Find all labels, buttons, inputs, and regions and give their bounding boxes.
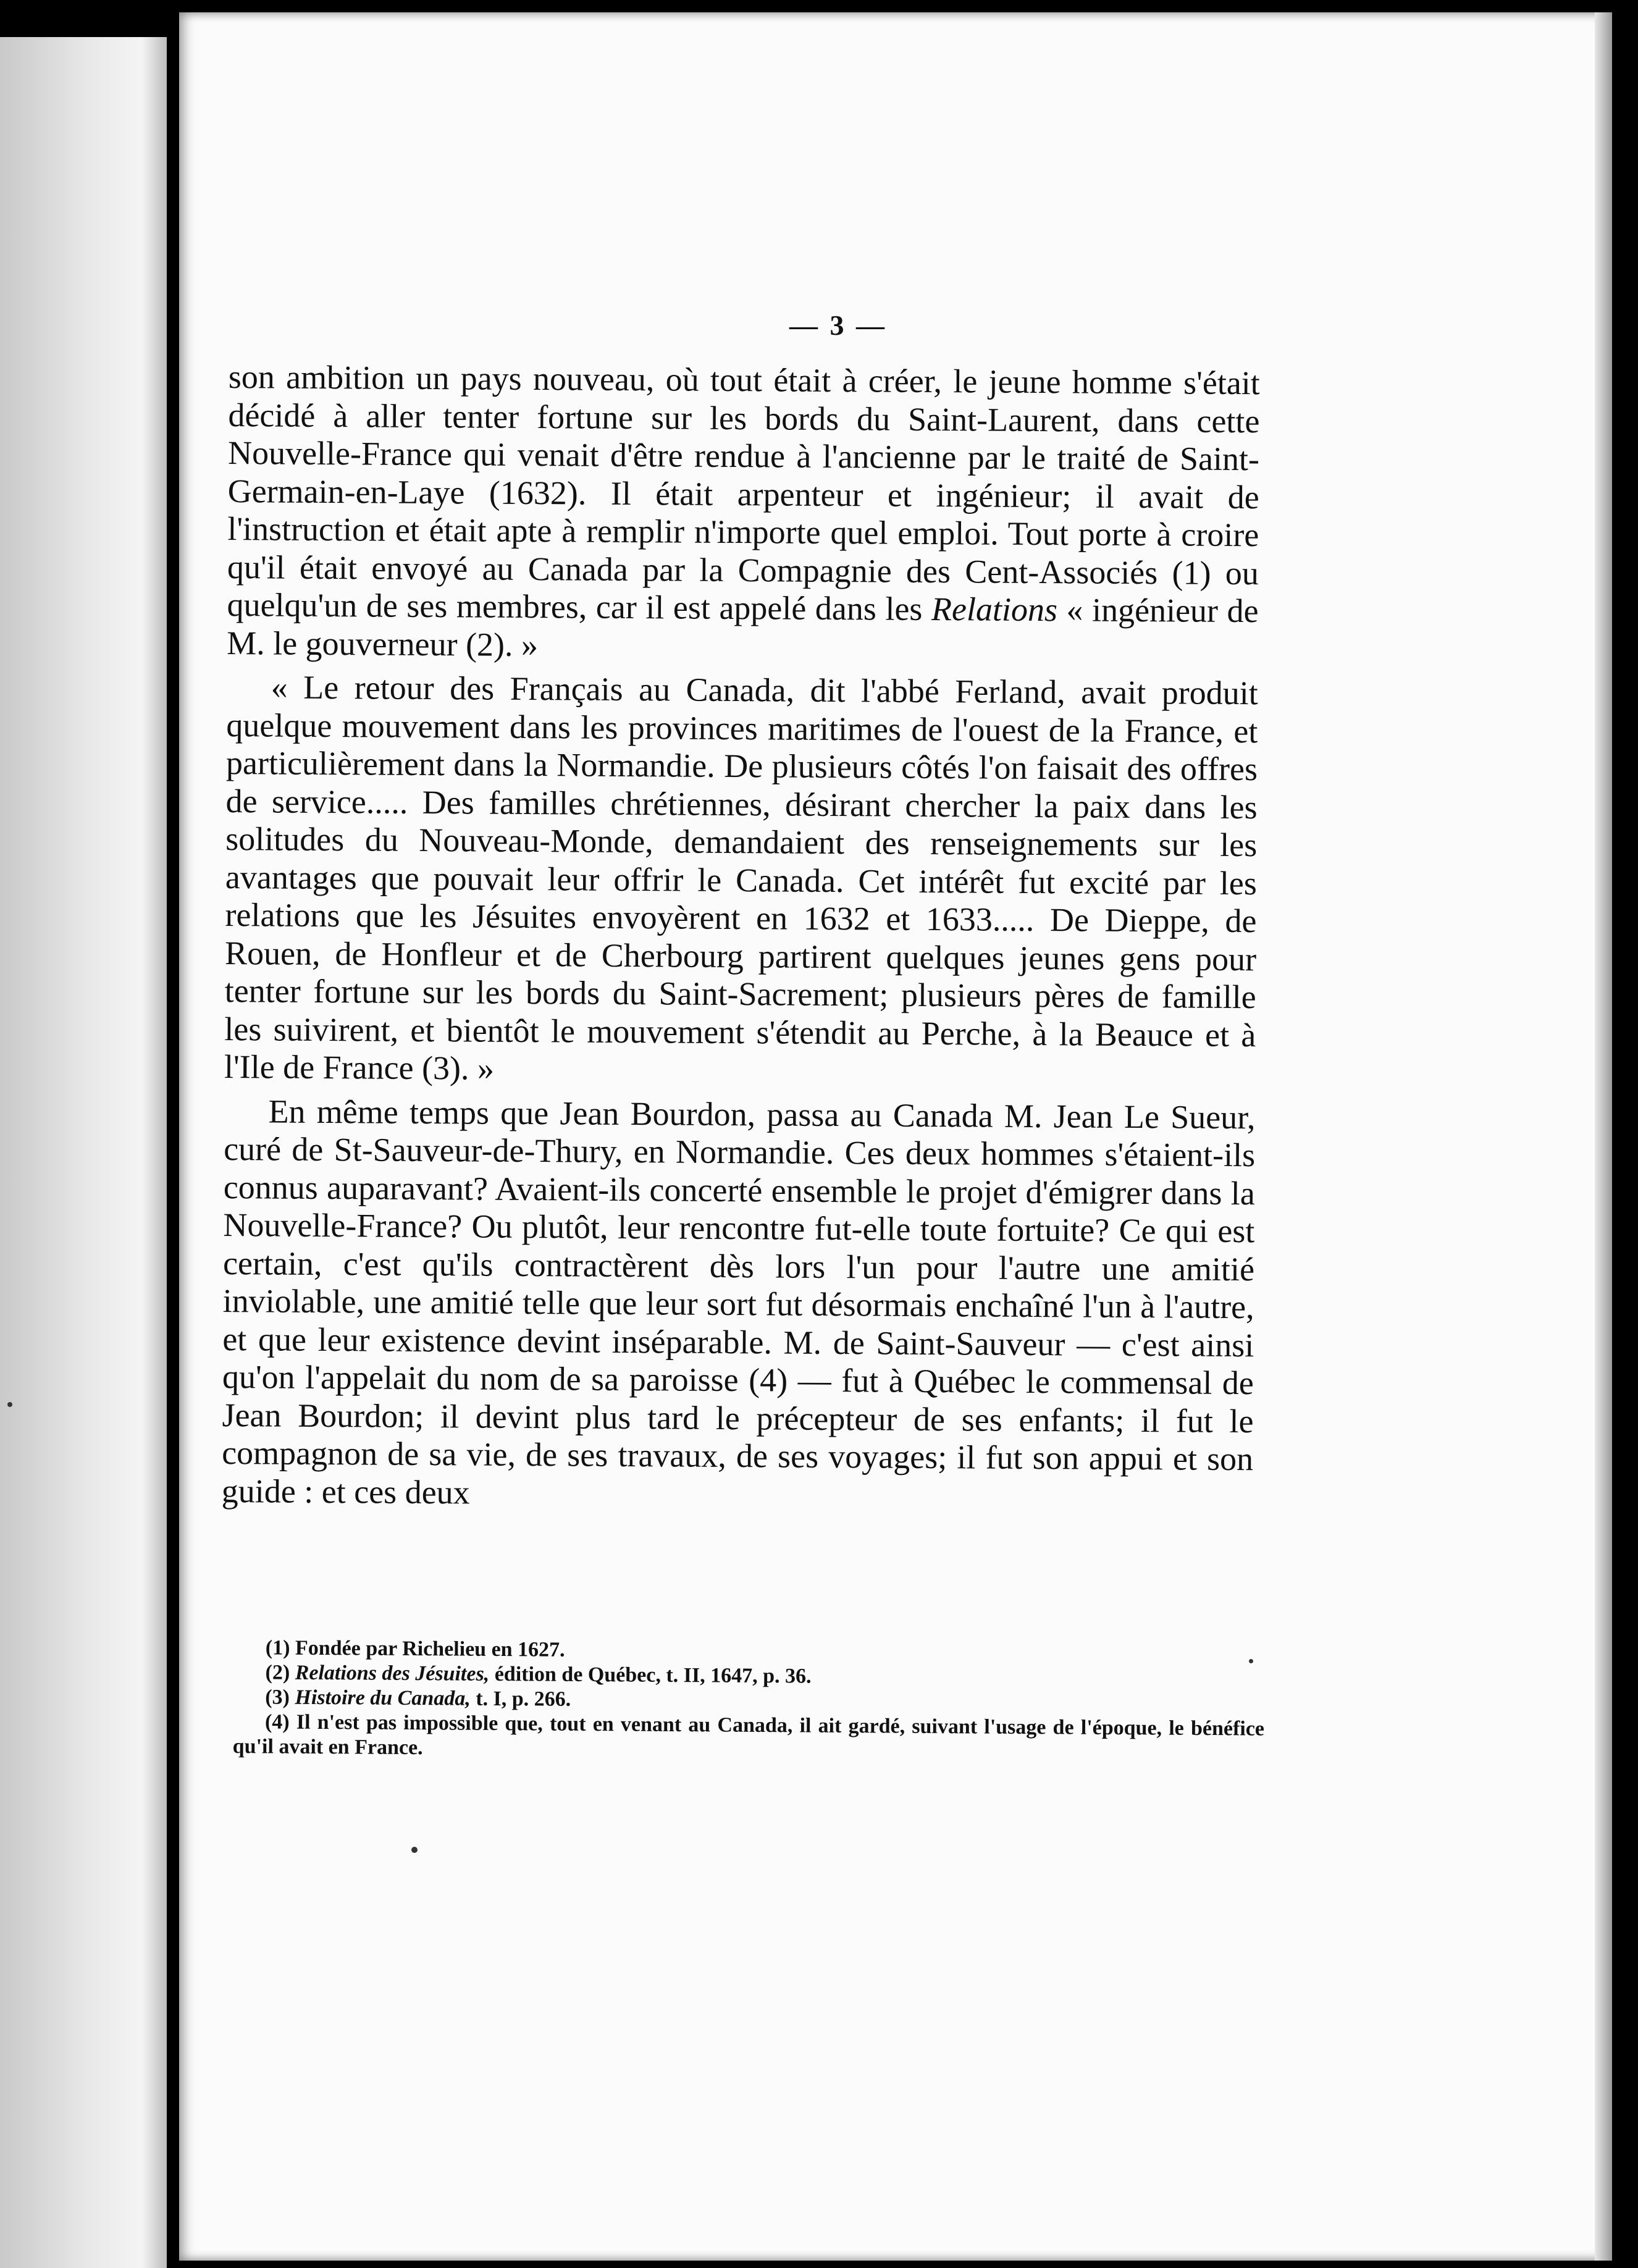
page-number: — 3 — [789, 309, 887, 341]
footnote-1: (1) Fondée par Richelieu en 1627. [265, 1636, 565, 1661]
ink-spot [411, 1847, 418, 1853]
paragraph-1 [227, 358, 1260, 668]
ink-spot [1249, 1659, 1253, 1663]
footnote-3-number: (3) [265, 1686, 290, 1709]
footnotes [233, 1636, 1265, 1766]
body-text [222, 358, 1260, 1522]
footnote-2-text: édition de Québec, t. II, 1647, p. 36. [494, 1662, 812, 1688]
page-right-edge [1595, 12, 1612, 2261]
paragraph-3: En même temps que Jean Bourdon, passa au Canada M. Jean Le Sueur, curé de St-Sauveur-de-Thury, en Normandie. Ces deux hommes s'étaient-ils connus auparavant? Avaient-ils concerté ensemble le projet d'émigrer dans la Nouvelle-France? Ou plutôt, leur rencontre fut-elle toute fortuite? Ce qui est certain, c'est qu'ils contractèrent dès lors l'un pour l'autre une amitié inviolable, une amitié telle que leur sort fut désormais enchaîné l'un à l'autre, et que leur existence devint inséparable. M. de Saint-Sauveur — c'est ainsi qu'on l'appelait du nom de sa paroisse (4) — fut à Québec le commensal de Jean Bourdon; il devint plus tard le précepteur de ses enfants; il fut le compagnon de sa vie, de ses travaux, de ses voyages; il fut son appui et son guide : et ces deux [221, 1092, 1256, 1511]
footnote-2-title: Relations des Jésuites, [295, 1661, 490, 1686]
footnote-3-title: Histoire du Canada, [295, 1686, 471, 1710]
paragraph-1-text: son ambition un pays nouveau, où tout était à créer, le jeune homme s'était décidé à aller tenter fortune sur les bords du Saint-Laurent, dans cette Nouvelle-France qui venait d'être rendue à l'ancienne par le traité de Saint-Germain-en-Laye (1632). Il était arpenteur et ingénieur; il avait de l'instruction et était apte à remplir n'importe quel emploi. Tout porte à croire qu'il était envoyé au Canada par la Compagnie des Cent-Associés (1) ou quelqu'un de ses membres, car il est appelé dans les [227, 358, 1260, 628]
paragraph-2: « Le retour des Français au Canada, dit l'abbé Ferland, avait produit quelque mouvement dans les provinces maritimes de l'ouest de la France, et particulièrement dans la Normandie. De plusieurs côtés l'on faisait des offres de service..... Des familles chrétiennes, désirant chercher la paix dans les solitudes du Nouveau-Monde, demandaient des renseignements sur les avantages que pouvait leur offrir le Canada. Cet intérêt fut excité par les relations que les Jésuites envoyèrent en 1632 et 1633..... De Dieppe, de Rouen, de Honfleur et de Cherbourg partirent quelques jeunes gens pour tenter fortune sur les bords du Saint-Sacrement; plusieurs pères de famille les suivirent, et bientôt le mouvement s'étendit au Perche, à la Beauce et à l'Ile de France (3). » [224, 668, 1258, 1087]
previous-page-edge [0, 37, 167, 2268]
footnote-4: (4) Il n'est pas impossible que, tout en venant au Canada, il ait gardé, suivant l'usage de l'époque, le bénéfice qu'il avait en France. [232, 1710, 1265, 1760]
relations-italic: Relations [931, 590, 1058, 629]
footnote-2-number: (2) [265, 1661, 290, 1684]
paragraph-1-end: « ingénieur de M. le gouverneur (2). » [227, 591, 1259, 663]
ink-spot [7, 1402, 12, 1407]
footnote-3-text: t. I, p. 266. [476, 1687, 571, 1711]
